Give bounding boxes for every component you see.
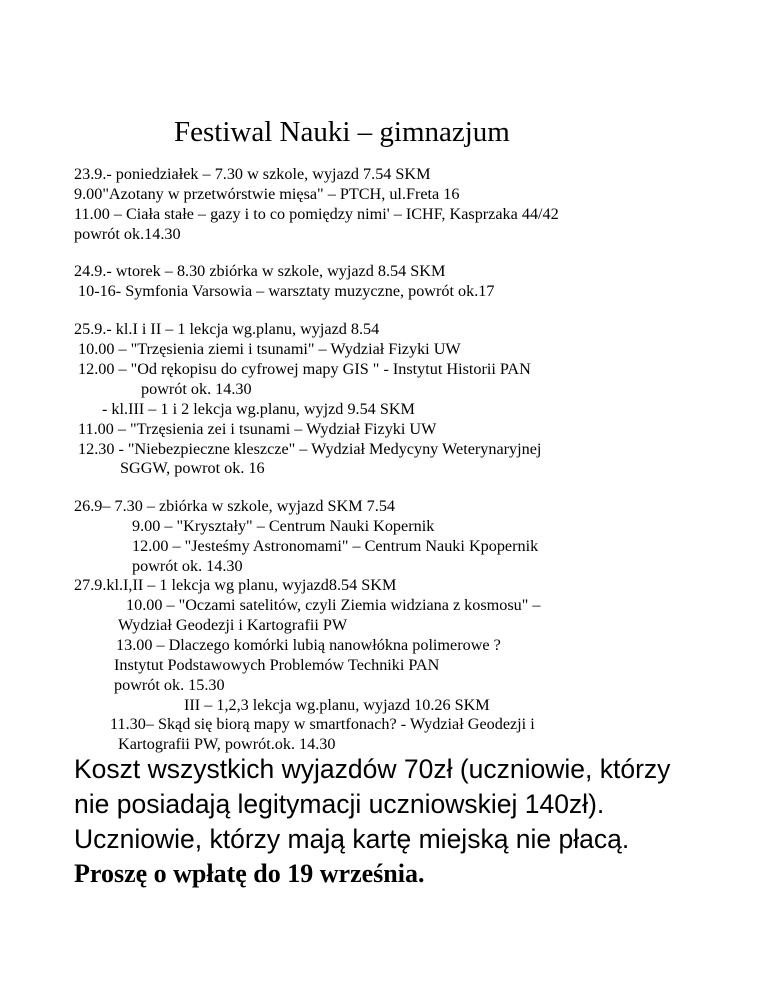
day1-line-1: 23.9.- poniedziałek – 7.30 w szkole, wyjazd 7.54 SKM bbox=[74, 165, 431, 183]
cost-line-2: nie posiadają legitymacji uczniowskiej 140zł). bbox=[74, 789, 605, 819]
day4-line-4: powrót ok. 14.30 bbox=[132, 557, 243, 575]
day5-line-5: Instytut Podstawowych Problemów Techniki PAN bbox=[114, 656, 440, 674]
day3-line-2: 10.00 – "Trzęsienia ziemi i tsunami" – Wydział Fizyki UW bbox=[78, 340, 461, 358]
day5-line-9: Kartografii PW, powrót.ok. 14.30 bbox=[118, 735, 336, 753]
day4-line-3: 12.00 – "Jesteśmy Astronomami" – Centrum Nauki Kpopernik bbox=[132, 537, 539, 555]
day1-line-3: 11.00 – Ciała stałe – gazy i to co pomiędzy nimi' – ICHF, Kasprzaka 44/42 bbox=[74, 205, 559, 223]
day5-line-4: 13.00 – Dlaczego komórki lubią nanowłókna polimerowe ? bbox=[116, 636, 501, 654]
day3-line-5: - kl.III – 1 i 2 lekcja wg.planu, wyjzd 9.54 SKM bbox=[102, 400, 415, 418]
cost-line-3: Uczniowie, którzy mają kartę miejską nie płacą. bbox=[74, 824, 630, 854]
day5-line-7: III – 1,2,3 lekcja wg.planu, wyjazd 10.26 SKM bbox=[184, 696, 490, 714]
day3-line-1: 25.9.- kl.I i II – 1 lekcja wg.planu, wyjazd 8.54 bbox=[74, 320, 380, 338]
day4-line-2: 9.00 – "Kryształy" – Centrum Nauki Kopernik bbox=[132, 517, 435, 535]
day5-line-1: 27.9.kl.I,II – 1 lekcja wg planu, wyjazd8.54 SKM bbox=[74, 576, 397, 594]
day5-line-2: 10.00 – "Oczami satelitów, czyli Ziemia widziana z kosmosu" – bbox=[126, 596, 541, 614]
day3-line-7: 12.30 - "Niebezpieczne kleszcze" – Wydział Medycyny Weterynaryjnej bbox=[78, 440, 542, 458]
day5-line-6: powrót ok. 15.30 bbox=[114, 676, 225, 694]
payment-notice: Proszę o wpłatę do 19 września. bbox=[74, 859, 425, 888]
day5-line-8: 11.30– Skąd się biorą mapy w smartfonach? - Wydział Geodezji i bbox=[110, 715, 535, 733]
day3-line-6: 11.00 – "Trzęsienia zei i tsunami – Wydział Fizyki UW bbox=[78, 420, 437, 438]
page-title: Festiwal Nauki – gimnazjum bbox=[174, 116, 510, 148]
day1-line-2: 9.00"Azotany w przetwórstwie mięsa" – PTCH, ul.Freta 16 bbox=[74, 185, 460, 203]
day1-line-4: powrót ok.14.30 bbox=[74, 225, 181, 243]
day5-line-3: Wydział Geodezji i Kartografii PW bbox=[118, 616, 348, 634]
day4-line-1: 26.9– 7.30 – zbiórka w szkole, wyjazd SKM 7.54 bbox=[74, 497, 396, 515]
day3-line-8: SGGW, powrot ok. 16 bbox=[120, 459, 265, 477]
day2-line-2: 10-16- Symfonia Varsowia – warsztaty muzyczne, powrót ok.17 bbox=[78, 282, 495, 300]
day3-line-4: powrót ok. 14.30 bbox=[141, 380, 252, 398]
day2-line-1: 24.9.- wtorek – 8.30 zbiórka w szkole, wyjazd 8.54 SKM bbox=[74, 262, 446, 280]
cost-line-1: Koszt wszystkich wyjazdów 70zł (uczniowie, którzy bbox=[74, 754, 671, 784]
day3-line-3: 12.00 – "Od rękopisu do cyfrowej mapy GIS " - Instytut Historii PAN bbox=[78, 360, 531, 378]
